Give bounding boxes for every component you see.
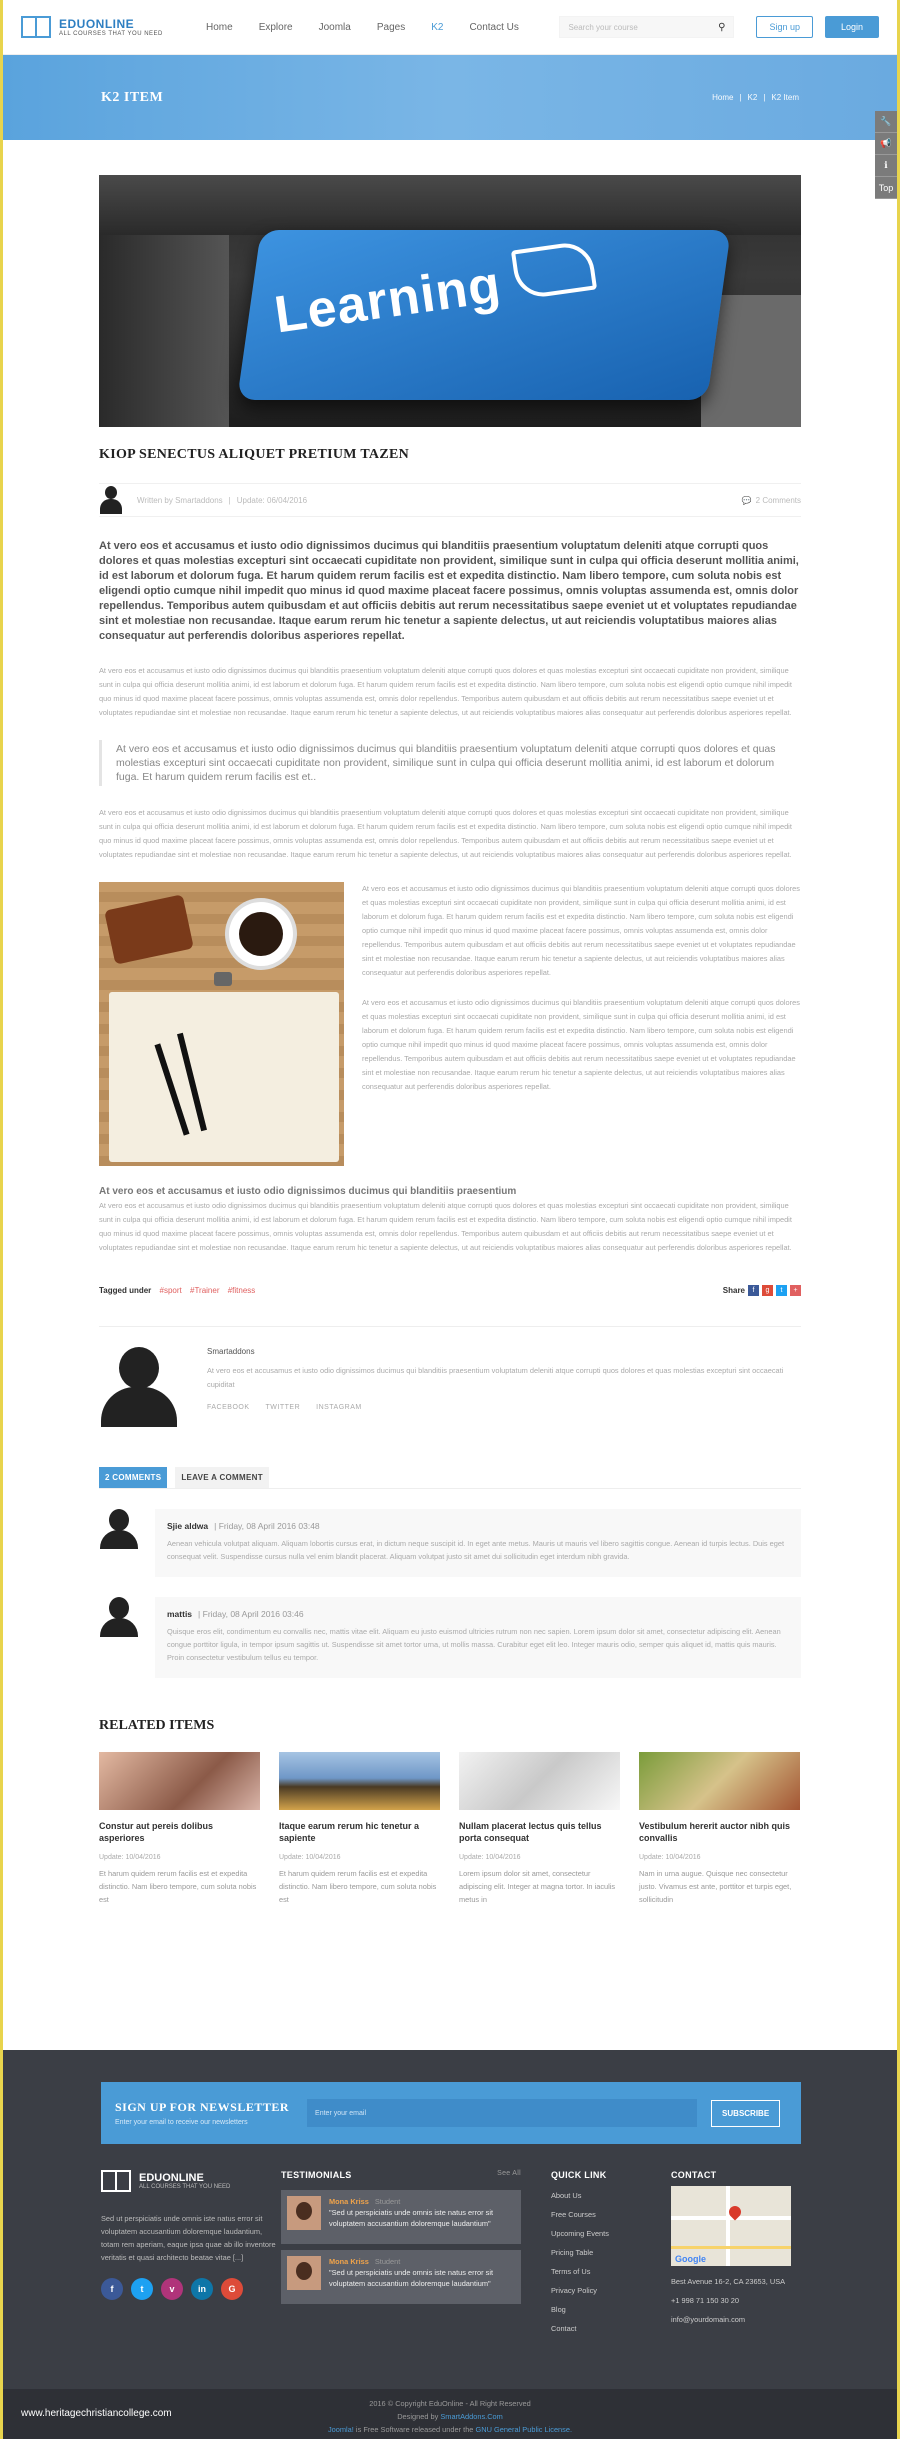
- author-social-links: [207, 1404, 801, 1411]
- brand-tagline: ALL COURSES THAT YOU NEED: [59, 31, 163, 37]
- tags-share-row: [99, 1285, 801, 1296]
- related-thumbnail[interactable]: [279, 1752, 440, 1810]
- article-title: KIOP SENECTUS ALIQUET PRETIUM TAZEN: [99, 447, 410, 462]
- nav-explore[interactable]: Explore: [258, 21, 293, 33]
- tag-link[interactable]: #sport: [159, 1286, 182, 1295]
- back-to-top-button[interactable]: Top: [875, 177, 897, 199]
- info-icon[interactable]: ℹ: [875, 155, 897, 177]
- related-date: Update: 10/04/2016: [639, 1854, 701, 1861]
- newsletter-email-input[interactable]: Enter your email: [307, 2099, 697, 2127]
- subscribe-button[interactable]: SUBSCRIBE: [711, 2100, 780, 2127]
- tag-link[interactable]: #Trainer: [190, 1286, 220, 1295]
- article-paragraph: At vero eos et accusamus et iusto odio dignissimos ducimus qui blanditiis praesentium voluptatum deleniti atque corrupti quos dolores et quas molestias excepturi sint occaecati cupiditate non provident, similique sunt in culpa qui officia deserunt mollitia animi, id est laborum et dolorum fuga. Et harum quidem rerum facilis est et expedita distinctio. Nam libero tempore, cum soluta nobis est eligendi optio cumque nihil impedit quo minus id quod maxime placeat facere possimus, omnis voluptas assumenda est, omnis dolor repellendus. Temporibus autem quibusdam et aut officiis debitis aut rerum necessitatibus saepe eveniet ut et voluptates repudiandae sint et molestiae non recusandae. Itaque earum rerum hic tenetur a sapiente delectus, ut aut reiciendis voluptatibus maiores alias consequatur aut perferendis doloribus asperiores repellat.: [99, 1201, 792, 1252]
- article-paragraph: At vero eos et accusamus et iusto odio dignissimos ducimus qui blanditiis praesentium voluptatum deleniti atque corrupti quos dolores et quas molestias excepturi sint occaecati cupiditate non provident, similique sunt in culpa qui officia deserunt mollitia animi, id est laborum et dolorum fuga. Et harum quidem rerum facilis est et expedita distinctio. Nam libero tempore, cum soluta nobis est eligendi optio cumque nihil impedit quo minus id quod maxime placeat facere possimus, omnis voluptas assumenda est, omnis dolor repellendus. Temporibus autem quibusdam et aut officiis debitis aut rerum necessitatibus saepe eveniet ut et voluptates repudiandae sint et molestiae non recusandae. Itaque earum rerum hic tenetur a sapiente delectus, ut aut reiciendis voluptatibus maiores alias consequatur aut perferendis doloribus asperiores repellat.: [99, 808, 792, 859]
- nav-k2[interactable]: K2: [431, 21, 444, 33]
- breadcrumb: Home | K2 | K2 Item: [712, 93, 799, 102]
- related-title[interactable]: Nullam placerat lectus quis tellus porta consequat: [459, 1821, 602, 1843]
- contact-phone: +1 998 71 150 30 20: [671, 2296, 740, 2305]
- related-title[interactable]: Constur aut pereis dolibus asperiores: [99, 1821, 214, 1843]
- quicklink-about[interactable]: About Us: [551, 2191, 582, 2200]
- related-items: [99, 1752, 801, 1906]
- copyright-bar: www.heritagechristiancollege.com 2016 © Copyright EduOnline - All Right Reserved Designed by SmartAddons.Com Joomla! is Free Software released under the GNU General Public License.: [3, 2389, 897, 2439]
- related-title[interactable]: Itaque earum rerum hic tenetur a sapiente: [279, 1821, 420, 1843]
- testimonial-role: Student: [374, 2257, 401, 2266]
- author-avatar: [99, 1347, 179, 1427]
- copyright-line: 2016 © Copyright EduOnline - All Right Reserved: [369, 2399, 531, 2408]
- tag-link[interactable]: #fitness: [227, 1286, 256, 1295]
- joomla-link[interactable]: Joomla!: [327, 2425, 354, 2434]
- related-date: Update: 10/04/2016: [99, 1854, 161, 1861]
- page-banner: [3, 55, 897, 140]
- twitter-icon[interactable]: t: [776, 1285, 787, 1296]
- article-paragraph: At vero eos et accusamus et iusto odio dignissimos ducimus qui blanditiis praesentium voluptatum deleniti atque corrupti quos dolores et quas molestias excepturi sint occaecati cupiditate non provident, similique sunt in culpa qui officia deserunt mollitia animi, id est laborum et dolorum fuga. Et harum quidem rerum facilis est et expedita distinctio. Nam libero tempore, cum soluta nobis est eligendi optio cumque nihil impedit quo minus id quod maxime placeat facere possimus, omnis voluptas assumenda est, omnis dolor repellendus. Temporibus autem quibusdam et aut officiis debitis aut rerum necessitatibus saepe eveniet ut et voluptates repudiandae sint et molestiae non recusandae. Itaque earum rerum hic tenetur a sapiente delectus, ut aut reiciendis voluptatibus maiores alias consequatur aut perferendis doloribus asperiores repellat.: [362, 884, 800, 977]
- plus-icon[interactable]: +: [790, 1285, 801, 1296]
- newsletter-bar: [101, 2082, 801, 2144]
- article-quote: At vero eos et accusamus et iusto odio dignissimos ducimus qui blanditiis praesentium voluptatum deleniti atque corrupti quos dolores et quas molestias excepturi sint occaecati cupiditate non provident, similique sunt in culpa qui officia deserunt mollitia animi, id est laborum et dolorum fuga. Et harum quidem rerum facilis est et..: [99, 740, 801, 786]
- see-all-link[interactable]: See All: [497, 2170, 521, 2177]
- author-instagram-link[interactable]: INSTAGRAM: [316, 1404, 362, 1411]
- footer-logo[interactable]: [101, 2170, 281, 2192]
- quicklink-pricing[interactable]: Pricing Table: [551, 2248, 594, 2257]
- newsletter-title: SIGN UP FOR NEWSLETTER: [115, 2100, 290, 2114]
- nav-joomla[interactable]: Joomla: [318, 21, 351, 33]
- article-meta: Written by Smartaddons | Update: 06/04/2016 💬 2 Comments: [99, 483, 801, 517]
- commenter-avatar: [99, 1509, 139, 1549]
- footer-contact: [671, 2170, 791, 2338]
- tag-list: [99, 1286, 255, 1295]
- comment-item: Sjie aldwa | Friday, 08 April 2016 03:48 Aenean vehicula volutpat aliquam. Aliquam lobortis cursus erat, in dictum neque suscipit id. In eget ante metus. Mauris ut mauris vel libero sagittis congue. Aenean id turpis lectus. Duis eget consequat velit. Suspendisse cursus nulla vel enim blandit placerat. Aliquam volutpat justo sit amet dui sollicitudin eget interdum nibh gravida.: [99, 1509, 801, 1577]
- nav-home[interactable]: Home: [206, 21, 233, 33]
- search-input[interactable]: [559, 16, 734, 38]
- testimonial-avatar: [287, 2196, 321, 2230]
- linkedin-icon[interactable]: in: [191, 2278, 213, 2300]
- contact-email[interactable]: info@yourdomain.com: [671, 2315, 746, 2324]
- megaphone-icon[interactable]: 📢: [875, 133, 897, 155]
- location-map[interactable]: [671, 2186, 791, 2266]
- quicklink-heading: QUICK LINK: [551, 2170, 607, 2180]
- designer-link[interactable]: SmartAddons.Com: [440, 2412, 503, 2421]
- comment-text: Quisque eros elit, condimentum eu convallis nec, mattis vitae elit. Aliquam eu justo euismod ultricies rutrum non nec sapien. Lorem ipsum dolor sit amet, consectetur adipiscing elit. Aenean congue porttitor ligula, in tempor ipsum sagittis ut. Suspendisse sit amet tortor urna, ut mollis massa. Curabitur eget elit leo. Integer mauris odio, semper quis aliquet id, mattis quis mauris. Proin consectetur vestibulum tellus eu tempor.: [167, 1627, 781, 1662]
- coffee-cup: [229, 902, 293, 966]
- testimonial-name: Mona Kriss: [329, 2197, 369, 2206]
- author-box: [99, 1326, 801, 1427]
- quicklink-free-courses[interactable]: Free Courses: [551, 2210, 596, 2219]
- facebook-icon[interactable]: f: [101, 2278, 123, 2300]
- contact-heading: CONTACT: [671, 2170, 717, 2180]
- comment-date: Friday, 08 April 2016 03:46: [202, 1609, 304, 1619]
- signup-button[interactable]: Sign up: [756, 16, 813, 38]
- google-plus-icon[interactable]: G: [221, 2278, 243, 2300]
- comment-text: Aenean vehicula volutpat aliquam. Aliquam lobortis cursus erat, in dictum neque suscipit id. In eget ante metus. Mauris ut mauris vel libero sagittis congue. Aenean id turpis lectus. Duis eget consequat velit. Suspendisse cursus nulla vel enim blandit placerat. Aliquam volutpat justo sit amet dui sollicitudin eget interdum nibh gravida.: [167, 1539, 785, 1561]
- search-placeholder: Search your course: [568, 22, 638, 32]
- wrench-icon[interactable]: 🔧: [875, 111, 897, 133]
- related-item[interactable]: [459, 1752, 620, 1906]
- related-date: Update: 10/04/2016: [459, 1854, 521, 1861]
- nav-contact[interactable]: Contact Us: [469, 21, 519, 33]
- testimonial-text: "Sed ut perspiciatis unde omnis iste natus error sit voluptatem accusantium doloremque laudantium": [329, 2268, 494, 2288]
- footer-brand: EDUONLINE: [139, 2172, 204, 2184]
- article-lead: At vero eos et accusamus et iusto odio dignissimos ducimus qui blanditiis praesentium voluptatum deleniti atque corrupti quos dolores et quas molestias excepturi sint occaecati cupiditate non provident, similique sunt in culpa qui officia deserunt mollitia animi, id est laborum et dolorum fuga. Et harum quidem rerum facilis est et expedita distinctio. Nam libero tempore, cum soluta nobis est eligendi optio cumque nihil impedit quo minus id quod maxime placeat facere possimus, omnis voluptas assumenda est, omnis dolor repellendus. Temporibus autem quibusdam et aut officiis debitis aut rerum necessitatibus saepe eveniet ut et voluptates repudiandae sint et molestiae non recusandae. Itaque earum rerum hic tenetur a sapiente delectus, ut aut reiciendis voluptatibus maiores alias consequatur aut perferendis doloribus asperiores repellat.: [99, 540, 799, 642]
- article-paragraph: At vero eos et accusamus et iusto odio dignissimos ducimus qui blanditiis praesentium voluptatum deleniti atque corrupti quos dolores et quas molestias excepturi sint occaecati cupiditate non provident, similique sunt in culpa qui officia deserunt mollitia animi, id est laborum et dolorum fuga. Et harum quidem rerum facilis est et expedita distinctio. Nam libero tempore, cum soluta nobis est eligendi optio cumque nihil impedit quo minus id quod maxime placeat facere possimus, omnis voluptas assumenda est, omnis dolor repellendus. Temporibus autem quibusdam et aut officiis debitis aut rerum necessitatibus saepe eveniet ut et voluptates repudiandae sint et molestiae non recusandae. Itaque earum rerum hic tenetur a sapiente delectus, ut aut reiciendis voluptatibus maiores alias consequatur aut perferendis doloribus asperiores repellat.: [362, 998, 800, 1091]
- site-footer: [3, 2050, 897, 2389]
- testimonial-avatar: [287, 2256, 321, 2290]
- breadcrumb-home[interactable]: Home: [712, 93, 734, 102]
- hero-key-label: Learning: [271, 255, 505, 345]
- quicklink-privacy[interactable]: Privacy Policy: [551, 2286, 597, 2295]
- tagged-label: Tagged under: [99, 1286, 152, 1295]
- article-subheading: At vero eos et accusamus et iusto odio dignissimos ducimus qui blanditiis praesentium: [99, 1186, 517, 1197]
- tab-leave-comment[interactable]: LEAVE A COMMENT: [175, 1467, 269, 1488]
- vimeo-icon[interactable]: v: [161, 2278, 183, 2300]
- article-hero-image: [99, 175, 801, 427]
- commenter-name: Sjie aldwa: [167, 1521, 209, 1531]
- article-comment-count[interactable]: 2 Comments: [755, 495, 801, 505]
- footer-about: [101, 2170, 281, 2338]
- article-date: Update: 06/04/2016: [236, 495, 308, 505]
- footer-social: [101, 2278, 281, 2300]
- testimonials-heading: TESTIMONIALS: [281, 2170, 352, 2180]
- breadcrumb-k2[interactable]: K2: [747, 93, 758, 102]
- newsletter-subtitle: Enter your email to receive our newsletters: [115, 2119, 248, 2126]
- site-logo[interactable]: [21, 16, 196, 38]
- related-heading: RELATED ITEMS: [99, 1718, 215, 1733]
- related-thumbnail[interactable]: [639, 1752, 800, 1810]
- author-twitter-link[interactable]: TWITTER: [265, 1404, 301, 1411]
- google-logo: Google: [675, 2254, 706, 2264]
- testimonial-text: "Sed ut perspiciatis unde omnis iste natus error sit voluptatem accusantium doloremque laudantium": [329, 2208, 494, 2228]
- related-excerpt: Et harum quidem rerum facilis est et expedita distinctio. Nam libero tempore, cum soluta nobis est: [99, 1869, 257, 1904]
- book-logo-icon: [101, 2170, 131, 2192]
- testimonial-card: [281, 2190, 521, 2244]
- breadcrumb-current: K2 Item: [771, 93, 799, 102]
- tab-comments[interactable]: 2 COMMENTS: [99, 1467, 167, 1488]
- author-bio: At vero eos et accusamus et iusto odio dignissimos ducimus qui blanditiis praesentium voluptatum deleniti atque corrupti quos dolores et quas molestias excepturi sint occaecati cupiditat: [207, 1366, 784, 1389]
- contact-address: Best Avenue 16-2, CA 23653, USA: [671, 2277, 786, 2286]
- related-item[interactable]: [639, 1752, 800, 1906]
- commenter-name: mattis: [167, 1609, 193, 1619]
- footer-tagline: ALL COURSES THAT YOU NEED: [139, 2184, 231, 2190]
- testimonial-card: [281, 2250, 521, 2304]
- related-excerpt: Et harum quidem rerum facilis est et expedita distinctio. Nam libero tempore, cum soluta nobis est: [279, 1869, 437, 1904]
- share-bar: [723, 1285, 801, 1296]
- nav-pages[interactable]: Pages: [376, 21, 406, 33]
- related-title[interactable]: Vestibulum hererit auctor nibh quis convallis: [639, 1821, 791, 1843]
- twitter-icon[interactable]: t: [131, 2278, 153, 2300]
- comment-date: Friday, 08 April 2016 03:48: [218, 1521, 320, 1531]
- footer-quick-links: [551, 2170, 671, 2338]
- quicklink-contact[interactable]: Contact: [551, 2324, 577, 2333]
- related-thumbnail[interactable]: [459, 1752, 620, 1810]
- comment-tabs: [99, 1467, 801, 1489]
- quicklink-events[interactable]: Upcoming Events: [551, 2229, 609, 2238]
- main-content: [99, 175, 801, 1906]
- testimonial-name: Mona Kriss: [329, 2257, 369, 2266]
- footer-testimonials: [281, 2170, 521, 2338]
- google-plus-icon[interactable]: g: [762, 1285, 773, 1296]
- watermark-text: www.heritagechristiancollege.com: [21, 2408, 172, 2419]
- related-item[interactable]: [99, 1752, 260, 1906]
- article-paragraph: At vero eos et accusamus et iusto odio dignissimos ducimus qui blanditiis praesentium voluptatum deleniti atque corrupti quos dolores et quas molestias excepturi sint occaecati cupiditate non provident, similique sunt in culpa qui officia deserunt mollitia animi, id est laborum et dolorum fuga. Et harum quidem rerum facilis est et expedita distinctio. Nam libero tempore, cum soluta nobis est eligendi optio cumque nihil impedit quo minus id quod maxime placeat facere possimus, omnis voluptas assumenda est, omnis dolor repellendus. Temporibus autem quibusdam et aut officiis debitis aut rerum necessitatibus saepe eveniet ut et voluptates repudiandae sint et molestiae non recusandae. Itaque earum rerum hic tenetur a sapiente delectus, ut aut reiciendis voluptatibus maiores alias consequatur aut perferendis doloribus asperiores repellat.: [99, 666, 792, 717]
- notebook: [109, 992, 339, 1162]
- license-link[interactable]: GNU General Public License.: [475, 2425, 573, 2434]
- related-excerpt: Lorem ipsum dolor sit amet, consectetur adipiscing elit. Integer at magna tortor. In iaculis metus in: [459, 1869, 616, 1904]
- quicklink-terms[interactable]: Terms of Us: [551, 2267, 591, 2276]
- facebook-icon[interactable]: f: [748, 1285, 759, 1296]
- comment-item: mattis | Friday, 08 April 2016 03:46 Quisque eros elit, condimentum eu convallis nec, mattis vitae elit. Aliquam eu justo euismod ultricies rutrum non nec sapien. Lorem ipsum dolor sit amet, consectetur adipiscing elit. Aenean congue porttitor ligula, in tempor ipsum sagittis ut. Suspendisse sit amet tortor urna, ut mollis massa. Curabitur eget elit leo. Integer mauris odio, semper quis aliquet id, mattis quis mauris. Proin consectetur vestibulum tellus eu tempor.: [99, 1597, 801, 1678]
- desk-photo: [99, 882, 344, 1166]
- article-media-block: [99, 882, 801, 1166]
- page-title: K2 ITEM: [101, 89, 164, 105]
- author-avatar: [99, 486, 123, 514]
- login-button[interactable]: Login: [825, 16, 879, 38]
- related-date: Update: 10/04/2016: [279, 1854, 341, 1861]
- related-thumbnail[interactable]: [99, 1752, 260, 1810]
- footer-about-text: Sed ut perspiciatis unde omnis iste natus error sit voluptatem accusantium doloremque laudantium, totam rem aperiam, eaque ipsa quae ab illo inventore veritatis et quasi architecto beatae vitae [...]: [101, 2214, 276, 2262]
- side-toolbar: [875, 111, 897, 199]
- commenter-avatar: [99, 1597, 139, 1637]
- brand-name: EDUONLINE: [59, 17, 135, 31]
- site-header: [3, 0, 897, 55]
- comment-icon: 💬: [741, 495, 752, 505]
- related-excerpt: Nam in urna augue. Quisque nec consectetur justo. Vivamus est ante, porttitor et turpis eget, sollicitudin: [639, 1869, 792, 1904]
- testimonial-role: Student: [374, 2197, 401, 2206]
- quicklink-blog[interactable]: Blog: [551, 2305, 566, 2314]
- main-nav: [196, 22, 559, 33]
- related-item[interactable]: [279, 1752, 440, 1906]
- author-name[interactable]: Smartaddons: [207, 1347, 255, 1356]
- share-label: Share: [722, 1286, 745, 1295]
- author-facebook-link[interactable]: FACEBOOK: [207, 1404, 250, 1411]
- book-logo-icon: [21, 16, 51, 38]
- search-icon[interactable]: ⚲: [718, 21, 726, 33]
- article-author[interactable]: Written by Smartaddons: [137, 495, 223, 505]
